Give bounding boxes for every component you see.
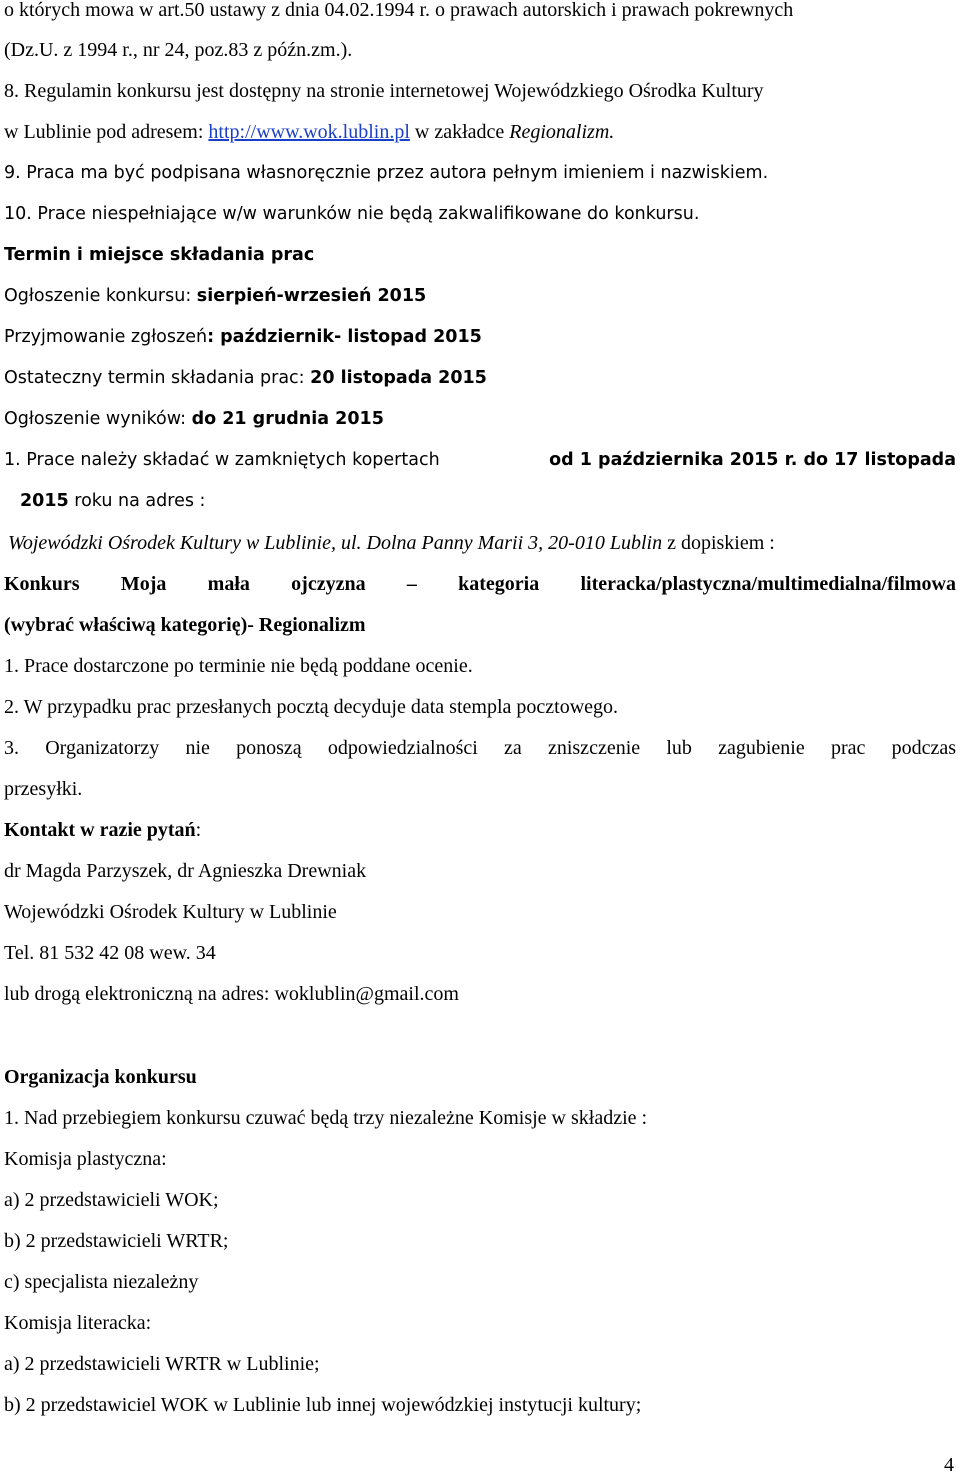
value: 20 listopada 2015 xyxy=(310,368,487,388)
word: 3. xyxy=(4,737,19,759)
deadline-line xyxy=(4,323,956,351)
text-line xyxy=(4,118,956,146)
text-line: 10. Prace niespełniające w/w warunków nie będą zakwalifikowane do konkursu. xyxy=(4,204,700,224)
word: ponoszą xyxy=(236,737,302,759)
text-fragment: z dopiskiem : xyxy=(662,532,775,554)
word: prac xyxy=(830,737,866,759)
contact-org: Wojewódzki Ośrodek Kultury w Lublinie xyxy=(4,901,337,923)
committee-label: Komisja plastyczna: xyxy=(4,1148,167,1170)
list-item: b) 2 przedstawiciel WOK w Lublinie lub innej wojewódzkiej instytucji kultury; xyxy=(4,1394,642,1416)
text-line xyxy=(4,446,956,474)
word: zniszczenie xyxy=(547,737,641,759)
label: Ostateczny termin składania prac: xyxy=(4,368,311,388)
value: sierpień-wrzesień 2015 xyxy=(196,286,427,306)
word: literacka/plastyczna/multimedialna/filmowa xyxy=(580,573,956,595)
text-line xyxy=(20,487,956,515)
contact-heading xyxy=(4,816,956,844)
word: nie xyxy=(185,737,210,759)
date-range: od 1 października 2015 r. do 17 listopada xyxy=(549,450,956,470)
word: za xyxy=(504,737,522,759)
value: : październik- listopad 2015 xyxy=(207,327,482,347)
word: mała xyxy=(207,573,250,595)
rule-item: 1. Prace dostarczone po terminie nie będą poddane ocenie. xyxy=(4,655,473,677)
deadline-line xyxy=(4,405,956,433)
deadline-line xyxy=(4,364,956,392)
text-fragment: roku na adres : xyxy=(68,491,206,511)
rule-item: 2. W przypadku prac przesłanych pocztą decyduje data stempla pocztowego. xyxy=(4,696,619,718)
text-fragment: 1. Prace należy składać w zamkniętych kopertach xyxy=(4,450,440,470)
contact-email: lub drogą elektroniczną na adres: woklublin@gmail.com xyxy=(4,983,459,1005)
text-line: o których mowa w art.50 ustawy z dnia 04.02.1994 r. o prawach autorskich i prawach pokrewnych xyxy=(4,0,794,21)
committee-label: Komisja literacka: xyxy=(4,1312,152,1334)
text-fragment: w zakładce xyxy=(409,121,510,143)
heading-colon: : xyxy=(195,819,202,841)
word: – xyxy=(406,573,417,595)
page-number: 4 xyxy=(944,1454,954,1476)
contest-title-line xyxy=(4,570,956,598)
address-line xyxy=(8,529,956,557)
word: Konkurs xyxy=(4,573,80,595)
word: ojczyzna xyxy=(291,573,366,595)
list-item: b) 2 przedstawicieli WRTR; xyxy=(4,1230,229,1252)
section-heading: Organizacja konkursu xyxy=(4,1066,197,1088)
text-line: 8. Regulamin konkursu jest dostępny na stronie internetowej Wojewódzkiego Ośrodka Kultury xyxy=(4,80,764,102)
text-line: 1. Nad przebiegiem konkursu czuwać będą trzy niezależne Komisje w składzie : xyxy=(4,1107,648,1129)
word: kategoria xyxy=(458,573,540,595)
rule-item xyxy=(4,734,956,762)
website-link[interactable]: http://www.wok.lublin.pl xyxy=(208,121,410,143)
word: zagubienie xyxy=(718,737,805,759)
word: Moja xyxy=(120,573,167,595)
word: lub xyxy=(666,737,692,759)
word: Organizatorzy xyxy=(45,737,160,759)
text-line: (wybrać właściwą kategorię)- Regionalizm xyxy=(4,614,366,636)
heading-text: Kontakt w razie pytań xyxy=(4,819,196,841)
label: Przyjmowanie zgłoszeń xyxy=(4,327,208,347)
word: odpowiedzialności xyxy=(327,737,478,759)
address: Wojewódzki Ośrodek Kultury w Lublinie, ul. Dolna Panny Marii 3, 20-010 Lublin xyxy=(8,532,663,554)
text-line: 9. Praca ma być podpisana własnoręcznie przez autora pełnym imieniem i nazwiskiem. xyxy=(4,163,769,183)
word: podczas xyxy=(891,737,956,759)
contact-names: dr Magda Parzyszek, dr Agnieszka Drewniak xyxy=(4,860,367,882)
label: Ogłoszenie wyników: xyxy=(4,409,192,429)
text-line: (Dz.U. z 1994 r., nr 24, poz.83 z późn.zm.). xyxy=(4,39,353,61)
list-item: a) 2 przedstawicieli WOK; xyxy=(4,1189,219,1211)
list-item: c) specjalista niezależny xyxy=(4,1271,199,1293)
tab-name: Regionalizm. xyxy=(509,121,615,143)
deadline-line xyxy=(4,282,956,310)
list-item: a) 2 przedstawicieli WRTR w Lublinie; xyxy=(4,1353,320,1375)
year: 2015 xyxy=(20,491,69,511)
label: Ogłoszenie konkursu: xyxy=(4,286,197,306)
text-line: przesyłki. xyxy=(4,778,83,800)
text-fragment: w Lublinie pod adresem: xyxy=(4,121,209,143)
contact-phone: Tel. 81 532 42 08 wew. 34 xyxy=(4,942,216,964)
value: do 21 grudnia 2015 xyxy=(191,409,384,429)
section-heading: Termin i miejsce składania prac xyxy=(4,245,315,265)
